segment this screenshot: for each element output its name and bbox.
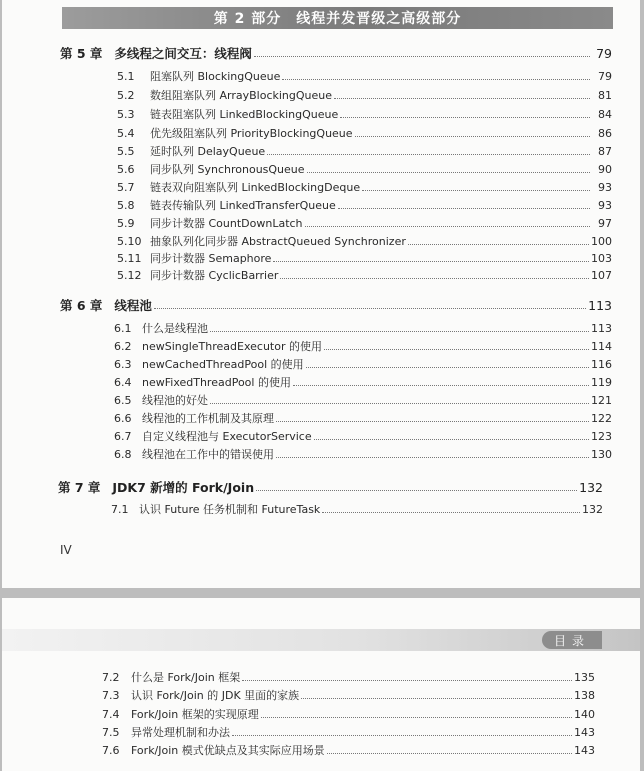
- section-number: 5.9: [117, 217, 135, 230]
- section-title: 线程池的工作机制及其原理: [142, 412, 274, 425]
- section-entry[interactable]: [114, 446, 612, 461]
- section-number: 5.8: [117, 199, 135, 212]
- part-banner-text: 第 2 部分 线程并发晋级之高级部分: [213, 11, 462, 27]
- page-ref: 86: [598, 127, 612, 140]
- page-ref: 87: [598, 145, 612, 158]
- dot-leader: [322, 511, 580, 513]
- section-title: 异常处理机制和办法: [131, 726, 230, 739]
- dot-leader: [276, 420, 589, 422]
- page-ref: 143: [574, 744, 595, 757]
- section-number: 5.2: [117, 89, 135, 102]
- page-number: IV: [60, 543, 72, 557]
- section-entry[interactable]: [117, 215, 612, 230]
- dot-leader: [340, 116, 590, 118]
- section-entry[interactable]: [117, 250, 612, 265]
- section-number: 6.1: [114, 322, 132, 335]
- section-title: 链表阻塞队列 LinkedBlockingQueue: [150, 108, 339, 121]
- page-ref: 121: [591, 394, 612, 407]
- section-number: 6.7: [114, 430, 132, 443]
- section-title: 线程池的好处: [142, 394, 208, 407]
- section-entry[interactable]: [117, 87, 612, 102]
- section-entry[interactable]: [102, 669, 595, 684]
- part-banner: [62, 7, 613, 29]
- section-number: 6.3: [114, 358, 132, 371]
- section-entry[interactable]: [117, 233, 612, 248]
- page-ref: 113: [588, 298, 612, 313]
- toc-page-upper: [2, 0, 640, 588]
- dot-leader: [334, 97, 590, 99]
- page-ref: 93: [598, 199, 612, 212]
- page-ref: 116: [591, 358, 612, 371]
- chapter-entry[interactable]: [58, 478, 603, 494]
- page-ref: 143: [574, 726, 595, 739]
- page-ref: 90: [598, 163, 612, 176]
- dot-leader: [254, 55, 590, 57]
- section-entry[interactable]: [117, 125, 612, 140]
- page-ref: 107: [591, 269, 612, 282]
- dot-leader: [408, 243, 589, 245]
- page-ref: 119: [591, 376, 612, 389]
- dot-leader: [324, 348, 589, 350]
- dot-leader: [232, 734, 572, 736]
- section-number: 5.6: [117, 163, 135, 176]
- dot-leader: [276, 456, 589, 458]
- section-number: 5.4: [117, 127, 135, 140]
- section-title: 自定义线程池与 ExecutorService: [142, 430, 312, 443]
- section-title: 链表传输队列 LinkedTransferQueue: [150, 199, 336, 212]
- section-number: 6.8: [114, 448, 132, 461]
- dot-leader: [301, 697, 572, 699]
- section-entry[interactable]: [117, 179, 612, 194]
- dot-leader: [355, 135, 590, 137]
- section-number: 6.6: [114, 412, 132, 425]
- dot-leader: [314, 438, 589, 440]
- dot-leader: [210, 402, 589, 404]
- page-ref: 114: [591, 340, 612, 353]
- chapter-number: 第 7 章: [58, 480, 101, 495]
- section-title: 什么是线程池: [142, 322, 208, 335]
- page-ref: 113: [591, 322, 612, 335]
- dot-leader: [362, 189, 590, 191]
- dot-leader: [338, 207, 590, 209]
- section-entry[interactable]: [102, 706, 595, 721]
- section-number: 7.6: [102, 744, 120, 757]
- toc-page-lower: [2, 598, 640, 771]
- chapter-title: 多线程之间交互：线程阀: [114, 46, 252, 61]
- page-ref: 138: [574, 689, 595, 702]
- page-ref: 103: [591, 252, 612, 265]
- section-number: 7.1: [111, 503, 129, 516]
- section-number: 5.12: [117, 269, 142, 282]
- page-ref: 84: [598, 108, 612, 121]
- section-title: 同步计数器 Semaphore: [150, 252, 272, 265]
- section-title: newFixedThreadPool 的使用: [142, 376, 291, 389]
- section-entry[interactable]: [114, 320, 612, 335]
- dot-leader: [256, 489, 577, 491]
- section-title: 延时队列 DelayQueue: [150, 145, 266, 158]
- section-entry[interactable]: [114, 428, 612, 443]
- section-number: 5.11: [117, 252, 142, 265]
- section-title: Fork/Join 框架的实现原理: [131, 708, 259, 721]
- section-entry[interactable]: [117, 68, 612, 83]
- section-entry[interactable]: [117, 161, 612, 176]
- section-title: Fork/Join 模式优缺点及其实际应用场景: [131, 744, 325, 757]
- chapter-number: 第 6 章: [60, 298, 103, 313]
- section-number: 7.5: [102, 726, 120, 739]
- section-title: newSingleThreadExecutor 的使用: [142, 340, 322, 353]
- section-entry[interactable]: [114, 410, 612, 425]
- section-number: 5.5: [117, 145, 135, 158]
- section-entry[interactable]: [117, 197, 612, 212]
- section-number: 7.2: [102, 671, 120, 684]
- section-number: 7.4: [102, 708, 120, 721]
- section-number: 6.4: [114, 376, 132, 389]
- dot-leader: [305, 225, 590, 227]
- page-ref: 122: [591, 412, 612, 425]
- dot-leader: [210, 330, 589, 332]
- dot-leader: [327, 752, 572, 754]
- page-ref: 123: [591, 430, 612, 443]
- dot-leader: [242, 679, 572, 681]
- section-entry[interactable]: [114, 392, 612, 407]
- dot-leader: [280, 277, 589, 279]
- section-entry[interactable]: [102, 687, 595, 702]
- page-ref: 140: [574, 708, 595, 721]
- section-title: 线程池在工作中的错误使用: [142, 448, 274, 461]
- dot-leader: [293, 384, 589, 386]
- section-title: 阻塞队列 BlockingQueue: [150, 70, 281, 83]
- dot-leader: [306, 366, 589, 368]
- section-number: 5.3: [117, 108, 135, 121]
- section-entry[interactable]: [114, 356, 612, 371]
- page-ref: 135: [574, 671, 595, 684]
- section-entry[interactable]: [117, 143, 612, 158]
- section-number: 5.7: [117, 181, 135, 194]
- page-ref: 100: [591, 235, 612, 248]
- section-title: 同步队列 SynchronousQueue: [150, 163, 305, 176]
- section-number: 6.2: [114, 340, 132, 353]
- dot-leader: [154, 307, 586, 309]
- page-ref: 97: [598, 217, 612, 230]
- page-ref: 81: [598, 89, 612, 102]
- section-title: 优先级阻塞队列 PriorityBlockingQueue: [150, 127, 353, 140]
- page-ref: 132: [579, 480, 603, 495]
- section-title: 链表双向阻塞队列 LinkedBlockingDeque: [150, 181, 361, 194]
- dot-leader: [273, 260, 589, 262]
- section-title: newCachedThreadPool 的使用: [142, 358, 304, 371]
- section-number: 6.5: [114, 394, 132, 407]
- toc-tab-label: 目录: [542, 631, 602, 649]
- chapter-title: JDK7 新增的 Fork/Join: [112, 480, 255, 495]
- section-title: 同步计数器 CyclicBarrier: [150, 269, 279, 282]
- chapter-title: 线程池: [114, 298, 152, 313]
- chapter-entry[interactable]: [60, 44, 612, 60]
- section-entry[interactable]: [117, 267, 612, 282]
- section-number: 7.3: [102, 689, 120, 702]
- section-entry[interactable]: [117, 106, 612, 121]
- section-title: 什么是 Fork/Join 框架: [131, 671, 241, 684]
- dot-leader: [261, 716, 572, 718]
- page-ref: 132: [582, 503, 603, 516]
- dot-leader: [282, 78, 590, 80]
- section-entry[interactable]: [114, 374, 612, 389]
- section-entry[interactable]: [111, 501, 603, 516]
- dot-leader: [307, 171, 590, 173]
- section-title: 抽象队列化同步器 AbstractQueued Synchronizer: [150, 235, 406, 248]
- section-title: 认识 Fork/Join 的 JDK 里面的家族: [131, 689, 300, 702]
- section-number: 5.1: [117, 70, 135, 83]
- page-ref: 79: [596, 46, 612, 61]
- dot-leader: [267, 153, 590, 155]
- section-entry[interactable]: [102, 724, 595, 739]
- section-title: 认识 Future 任务机制和 FutureTask: [139, 503, 321, 516]
- section-title: 同步计数器 CountDownLatch: [150, 217, 303, 230]
- page-ref: 79: [598, 70, 612, 83]
- section-entry[interactable]: [114, 338, 612, 353]
- page-ref: 130: [591, 448, 612, 461]
- section-title: 数组阻塞队列 ArrayBlockingQueue: [150, 89, 333, 102]
- section-entry[interactable]: [102, 742, 595, 757]
- page-ref: 93: [598, 181, 612, 194]
- chapter-entry[interactable]: [60, 296, 612, 312]
- section-number: 5.10: [117, 235, 142, 248]
- chapter-number: 第 5 章: [60, 46, 103, 61]
